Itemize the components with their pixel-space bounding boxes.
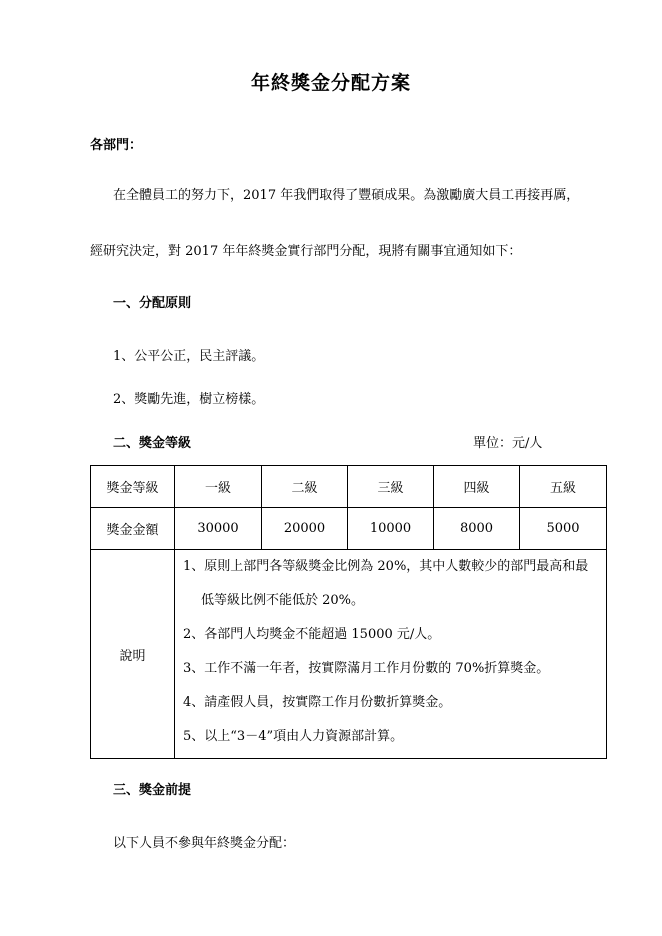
table-cell: 獎金等級: [91, 466, 175, 508]
table-cell: 二級: [262, 466, 348, 508]
table-cell: 五級: [520, 466, 607, 508]
note-line-4: 3、工作不滿一年者，按實際滿月工作月份數的 70%折算獎金。: [183, 661, 550, 676]
table-cell: 一級: [175, 466, 262, 508]
section-3-text: 以下人員不參與年終獎金分配：: [113, 836, 296, 851]
table-cell: 30000: [175, 508, 262, 550]
table-row-amounts: [91, 508, 607, 550]
table-cell: 四級: [434, 466, 520, 508]
section-1-heading: 一、分配原則: [113, 296, 192, 311]
table-cell: 20000: [262, 508, 348, 550]
principle-item-1: 1、公平公正，民主評議。: [113, 349, 265, 364]
note-line-5: 4、請產假人員，按實際工作月份數折算獎金。: [183, 695, 452, 710]
intro-line-1: 在全體員工的努力下，2017 年我們取得了豐碩成果。為激勵廣大員工再接再厲，: [113, 188, 580, 203]
table-cell: 8000: [434, 508, 520, 550]
table-cell: 10000: [348, 508, 434, 550]
bonus-grade-table: [90, 465, 607, 759]
intro-line-2: 經研究決定，對 2017 年年終獎金實行部門分配，現將有關事宜通知如下：: [90, 244, 522, 259]
table-row-notes: [91, 550, 607, 759]
principle-item-2: 2、獎勵先進，樹立榜樣。: [113, 392, 265, 407]
note-line-1: 1、原則上部門各等級獎金比例為 20%，其中人數較少的部門最高和最: [183, 559, 589, 574]
salutation: 各部門：: [90, 138, 143, 153]
note-line-2: 低等級比例不能低於 20%。: [201, 593, 365, 608]
table-cell: 三級: [348, 466, 434, 508]
unit-label: 單位：元/人: [473, 436, 543, 451]
table-cell: 5000: [520, 508, 607, 550]
notes-cell: [175, 550, 607, 759]
table-cell: 獎金金額: [91, 508, 175, 550]
notes-label: 說明: [91, 550, 175, 759]
table-row-grades: [91, 466, 607, 508]
note-line-6: 5、以上“3－4”項由人力資源部計算。: [183, 729, 404, 744]
section-2-heading: 二、獎金等級: [113, 436, 192, 451]
page-title: 年終獎金分配方案: [250, 72, 411, 94]
section-3-heading: 三、獎金前提: [113, 783, 192, 798]
note-line-3: 2、各部門人均獎金不能超過 15000 元/人。: [183, 627, 441, 642]
